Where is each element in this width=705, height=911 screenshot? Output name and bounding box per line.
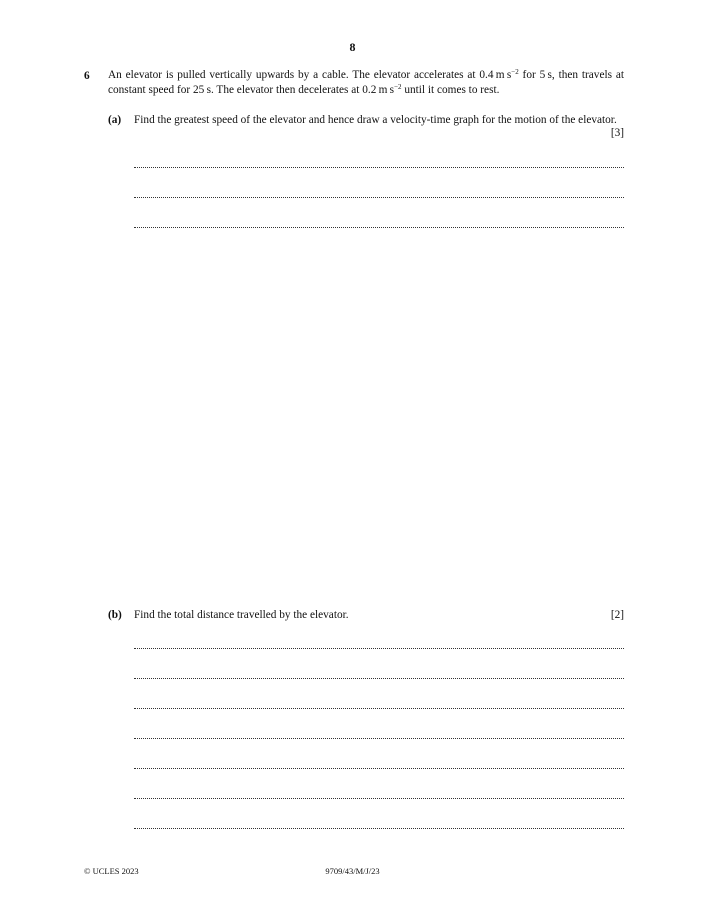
answer-line[interactable]: [134, 708, 624, 709]
part-a-label: (a): [108, 114, 122, 126]
question-text-2: for 5 s, then travels at constant speed for 25 s. The elevator then decelerates at 0.2 m s: [108, 69, 625, 96]
answer-line[interactable]: [134, 768, 624, 769]
question-text-1: An elevator is pulled vertically upwards by a cable. The elevator accelerates at 0.4 m s: [108, 69, 512, 81]
page-number: 8: [349, 40, 356, 54]
answer-line[interactable]: [134, 648, 624, 649]
part-a-text: Find the greatest speed of the elevator and hence draw a velocity-time graph for the motion of the elevator.: [134, 114, 617, 126]
question-text-3: until it comes to rest.: [401, 84, 500, 96]
answer-line[interactable]: [134, 167, 624, 168]
question-number: 6: [84, 70, 90, 82]
part-b-text: Find the total distance travelled by the elevator.: [134, 609, 349, 621]
question-text: [108, 68, 624, 98]
part-a-marks: [3]: [610, 127, 624, 139]
copyright-notice: © UCLES 2023: [84, 866, 139, 876]
answer-line[interactable]: [134, 828, 624, 829]
answer-line[interactable]: [134, 197, 624, 198]
unit-exponent-2: −2: [394, 83, 402, 91]
answer-line[interactable]: [134, 678, 624, 679]
part-a-question: [134, 114, 624, 140]
answer-line[interactable]: [134, 738, 624, 739]
paper-code: 9709/43/M/J/23: [325, 866, 380, 876]
answer-line[interactable]: [134, 227, 624, 228]
unit-exponent-1: −2: [511, 68, 519, 76]
answer-line[interactable]: [134, 798, 624, 799]
part-b-label: (b): [108, 609, 122, 621]
part-b-marks: [2]: [610, 609, 624, 621]
